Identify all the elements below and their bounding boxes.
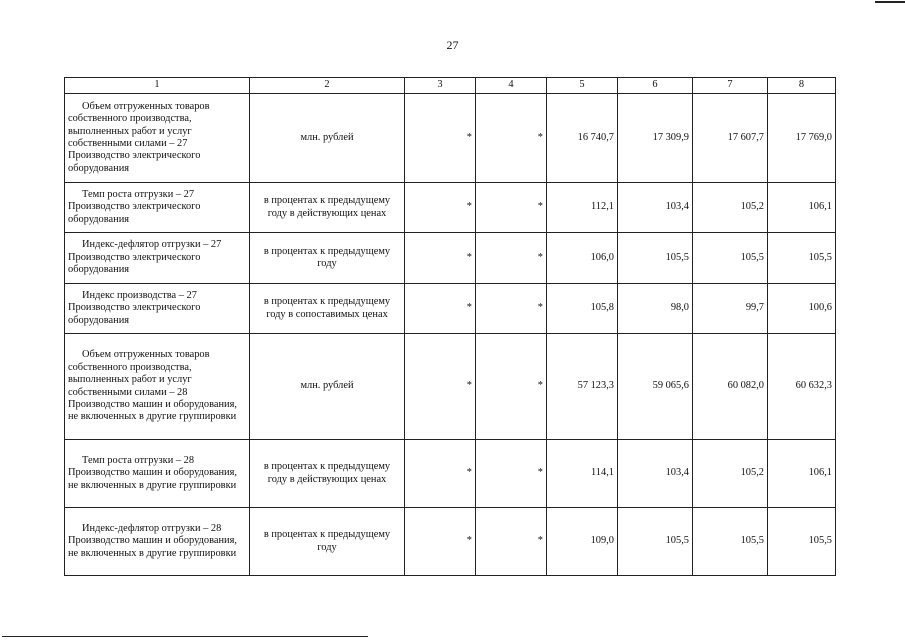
- value-cell: 103,4: [618, 440, 693, 508]
- value-cell: *: [476, 284, 547, 334]
- value-cell: 17 769,0: [768, 94, 836, 183]
- value-cell: *: [405, 508, 476, 576]
- value-cell: 16 740,7: [547, 94, 618, 183]
- table-row: [65, 440, 836, 508]
- col-header-8: 8: [768, 78, 836, 94]
- value-cell: 106,1: [768, 183, 836, 233]
- value-cell: 105,5: [768, 508, 836, 576]
- value-cell: *: [476, 508, 547, 576]
- col-header-4: 4: [476, 78, 547, 94]
- value-cell: 105,2: [693, 183, 768, 233]
- indicator-cell: Темп роста отгрузки – 28 Производство машин и оборудования, не включенных в другие группировки: [65, 440, 250, 508]
- value-cell: *: [405, 334, 476, 440]
- table-row: [65, 233, 836, 284]
- col-header-3: 3: [405, 78, 476, 94]
- page-number: 27: [446, 38, 459, 52]
- value-cell: 59 065,6: [618, 334, 693, 440]
- value-cell: 105,2: [693, 440, 768, 508]
- unit-cell: в процентах к предыдущему году: [250, 508, 405, 576]
- report-table: [64, 77, 836, 576]
- indicator-cell: Объем отгруженных товаров собственного производства, выполненных работ и услуг собственными силами – 27 Производство электрического оборудования: [65, 94, 250, 183]
- unit-cell: млн. рублей: [250, 334, 405, 440]
- value-cell: 109,0: [547, 508, 618, 576]
- value-cell: *: [476, 334, 547, 440]
- unit-cell: млн. рублей: [250, 94, 405, 183]
- indicator-cell: Индекс-дефлятор отгрузки – 27 Производство электрического оборудования: [65, 233, 250, 284]
- value-cell: 60 082,0: [693, 334, 768, 440]
- value-cell: 17 309,9: [618, 94, 693, 183]
- value-cell: 99,7: [693, 284, 768, 334]
- value-cell: *: [405, 183, 476, 233]
- indicator-cell: Индекс-дефлятор отгрузки – 28 Производство машин и оборудования, не включенных в другие группировки: [65, 508, 250, 576]
- value-cell: 105,5: [693, 233, 768, 284]
- col-header-2: 2: [250, 78, 405, 94]
- value-cell: *: [405, 233, 476, 284]
- indicator-cell: Объем отгруженных товаров собственного производства, выполненных работ и услуг собственными силами – 28 Производство машин и оборудования, не включенных в другие группировки: [65, 334, 250, 440]
- value-cell: 100,6: [768, 284, 836, 334]
- footnote-rule: [2, 636, 368, 637]
- value-cell: 57 123,3: [547, 334, 618, 440]
- value-cell: *: [476, 233, 547, 284]
- value-cell: 60 632,3: [768, 334, 836, 440]
- col-header-5: 5: [547, 78, 618, 94]
- value-cell: *: [476, 440, 547, 508]
- value-cell: 103,4: [618, 183, 693, 233]
- value-cell: 106,1: [768, 440, 836, 508]
- indicator-cell: Индекс производства – 27 Производство электрического оборудования: [65, 284, 250, 334]
- table-row: [65, 508, 836, 576]
- value-cell: 105,5: [693, 508, 768, 576]
- table-row: [65, 183, 836, 233]
- col-header-1: 1: [65, 78, 250, 94]
- value-cell: *: [476, 183, 547, 233]
- col-header-6: 6: [618, 78, 693, 94]
- value-cell: 105,5: [618, 508, 693, 576]
- unit-cell: в процентах к предыдущему году в действующих ценах: [250, 183, 405, 233]
- value-cell: 98,0: [618, 284, 693, 334]
- value-cell: 114,1: [547, 440, 618, 508]
- unit-cell: в процентах к предыдущему году в действующих ценах: [250, 440, 405, 508]
- value-cell: *: [476, 94, 547, 183]
- unit-cell: в процентах к предыдущему году: [250, 233, 405, 284]
- indicator-cell: Темп роста отгрузки – 27 Производство электрического оборудования: [65, 183, 250, 233]
- unit-cell: в процентах к предыдущему году в сопоставимых ценах: [250, 284, 405, 334]
- header-row: [65, 78, 836, 94]
- table-row: [65, 94, 836, 183]
- value-cell: *: [405, 440, 476, 508]
- value-cell: *: [405, 94, 476, 183]
- top-rule: [875, 1, 905, 3]
- value-cell: 17 607,7: [693, 94, 768, 183]
- value-cell: 105,8: [547, 284, 618, 334]
- value-cell: 106,0: [547, 233, 618, 284]
- table-row: [65, 334, 836, 440]
- value-cell: 112,1: [547, 183, 618, 233]
- value-cell: 105,5: [768, 233, 836, 284]
- value-cell: 105,5: [618, 233, 693, 284]
- col-header-7: 7: [693, 78, 768, 94]
- table-row: [65, 284, 836, 334]
- value-cell: *: [405, 284, 476, 334]
